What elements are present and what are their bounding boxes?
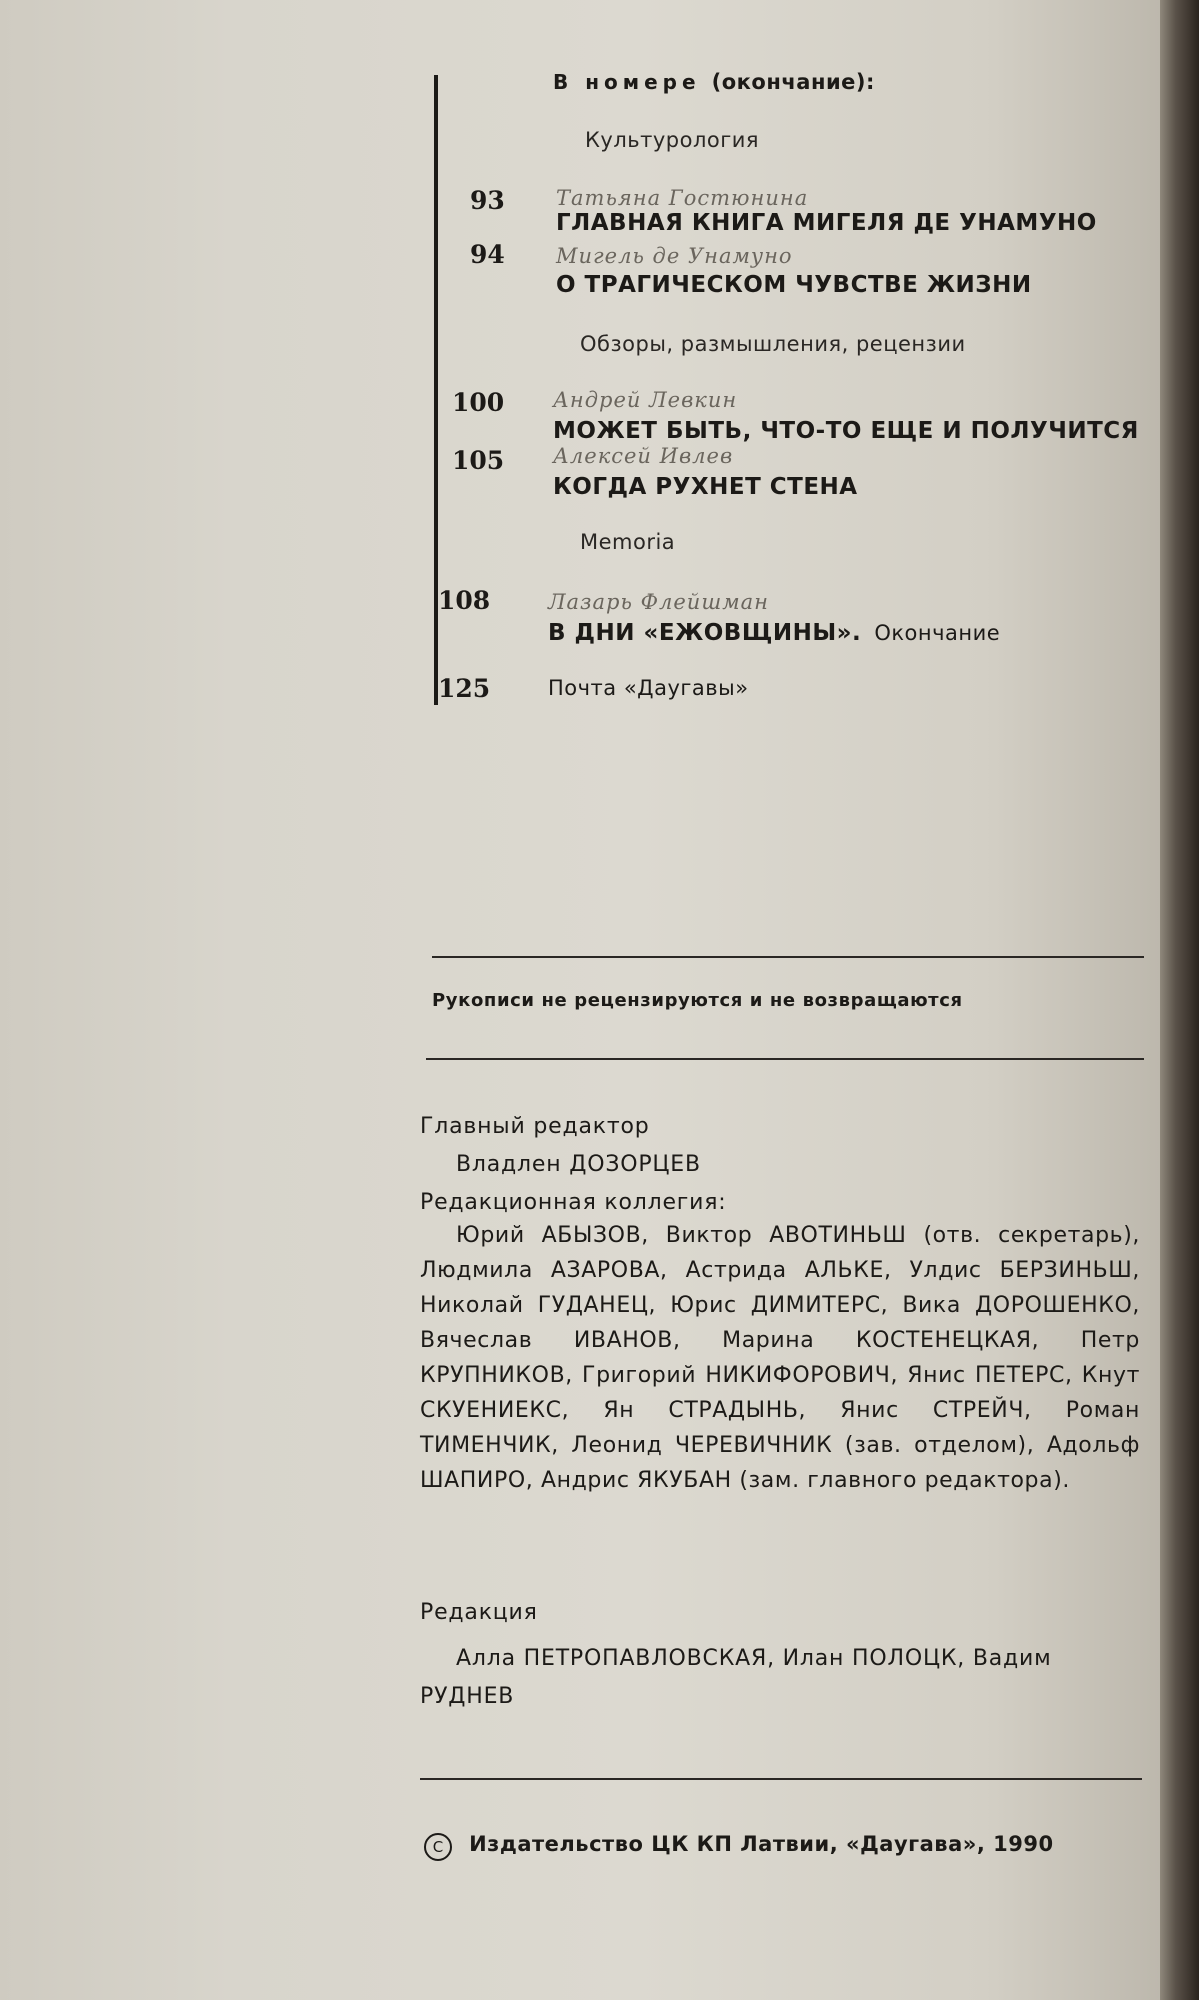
section-title: Культурология [585, 128, 760, 152]
entry-page-number: 108 [438, 586, 491, 615]
entry-page-number: 94 [470, 240, 505, 269]
entry-title: В ДНИ «ЕЖОВЩИНЫ». [548, 620, 862, 646]
section-title: Memoria [580, 530, 676, 554]
entry-title: О ТРАГИЧЕСКОМ ЧУВСТВЕ ЖИЗНИ [556, 272, 1032, 298]
entry-page-number: 125 [438, 674, 491, 703]
editorial-board-label: Редакционная коллегия: [420, 1190, 727, 1215]
copyright-text: Издательство ЦК КП Латвии, «Даугава», 1990 [469, 1832, 1054, 1856]
entry-page-number: 93 [470, 186, 505, 215]
editorial-board-members: Юрий АБЫЗОВ, Виктор АВОТИНЬШ (отв. секретарь), Людмила АЗАРОВА, Астрида АЛЬКЕ, Улдис БЕРЗИНЬШ, Николай ГУДАНЕЦ, Юрис ДИМИТЕРС, Вика ДОРОШЕНКО, Вячеслав ИВАНОВ, Марина КОСТЕНЕЦКАЯ, Петр КРУПНИКОВ, Григорий НИКИФОРОВИЧ, Янис ПЕТЕРС, Кнут СКУЕНИЕКС, Ян СТРАДЫНЬ, Янис СТРЕЙЧ, Роман ТИМЕНЧИК, Леонид ЧЕРЕВИЧНИК (зав. отделом), Адольф ШАПИРО, Андрис ЯКУБАН (зам. главного редактора). [420, 1223, 1140, 1493]
entry-author: Татьяна Гостюнина [556, 186, 809, 210]
entry-note: Окончание [874, 621, 1001, 645]
entry-author: Мигель де Унамуно [556, 244, 793, 268]
entry-author: Алексей Ивлев [553, 444, 734, 468]
book-binding-edge [1160, 0, 1199, 2000]
entry-page-number: 105 [452, 446, 505, 475]
manuscripts-notice: Рукописи не рецензируются и не возвращаются [432, 990, 963, 1011]
divider-line [426, 1058, 1144, 1060]
editorial-staff-label: Редакция [420, 1600, 538, 1625]
entry-author: Андрей Левкин [553, 388, 738, 412]
entry-page-number: 100 [452, 388, 505, 417]
copyright-icon: C [424, 1833, 452, 1861]
entry-title: ГЛАВНАЯ КНИГА МИГЕЛЯ ДЕ УНАМУНО [556, 210, 1097, 236]
editorial-staff-members: Алла ПЕТРОПАВЛОВСКАЯ, Илан ПОЛОЦК, Вадим РУДНЕВ [420, 1646, 1052, 1709]
chief-editor-label: Главный редактор [420, 1114, 650, 1139]
entry-title: КОГДА РУХНЕТ СТЕНА [553, 474, 858, 500]
divider-line [420, 1778, 1142, 1780]
entry-title: Почта «Даугавы» [548, 676, 749, 700]
entry-title: МОЖЕТ БЫТЬ, ЧТО-ТО ЕЩЕ И ПОЛУЧИТСЯ [553, 418, 1139, 444]
entry-author: Лазарь Флейшман [548, 590, 769, 614]
copyright-line [424, 1832, 1054, 1861]
section-title: Обзоры, размышления, рецензии [580, 332, 966, 356]
entry-title-line [548, 620, 1000, 646]
chief-editor-name: Владлен ДОЗОРЦЕВ [456, 1152, 701, 1177]
contents-heading: В номере (окончание): [553, 70, 875, 94]
divider-line [432, 956, 1144, 958]
